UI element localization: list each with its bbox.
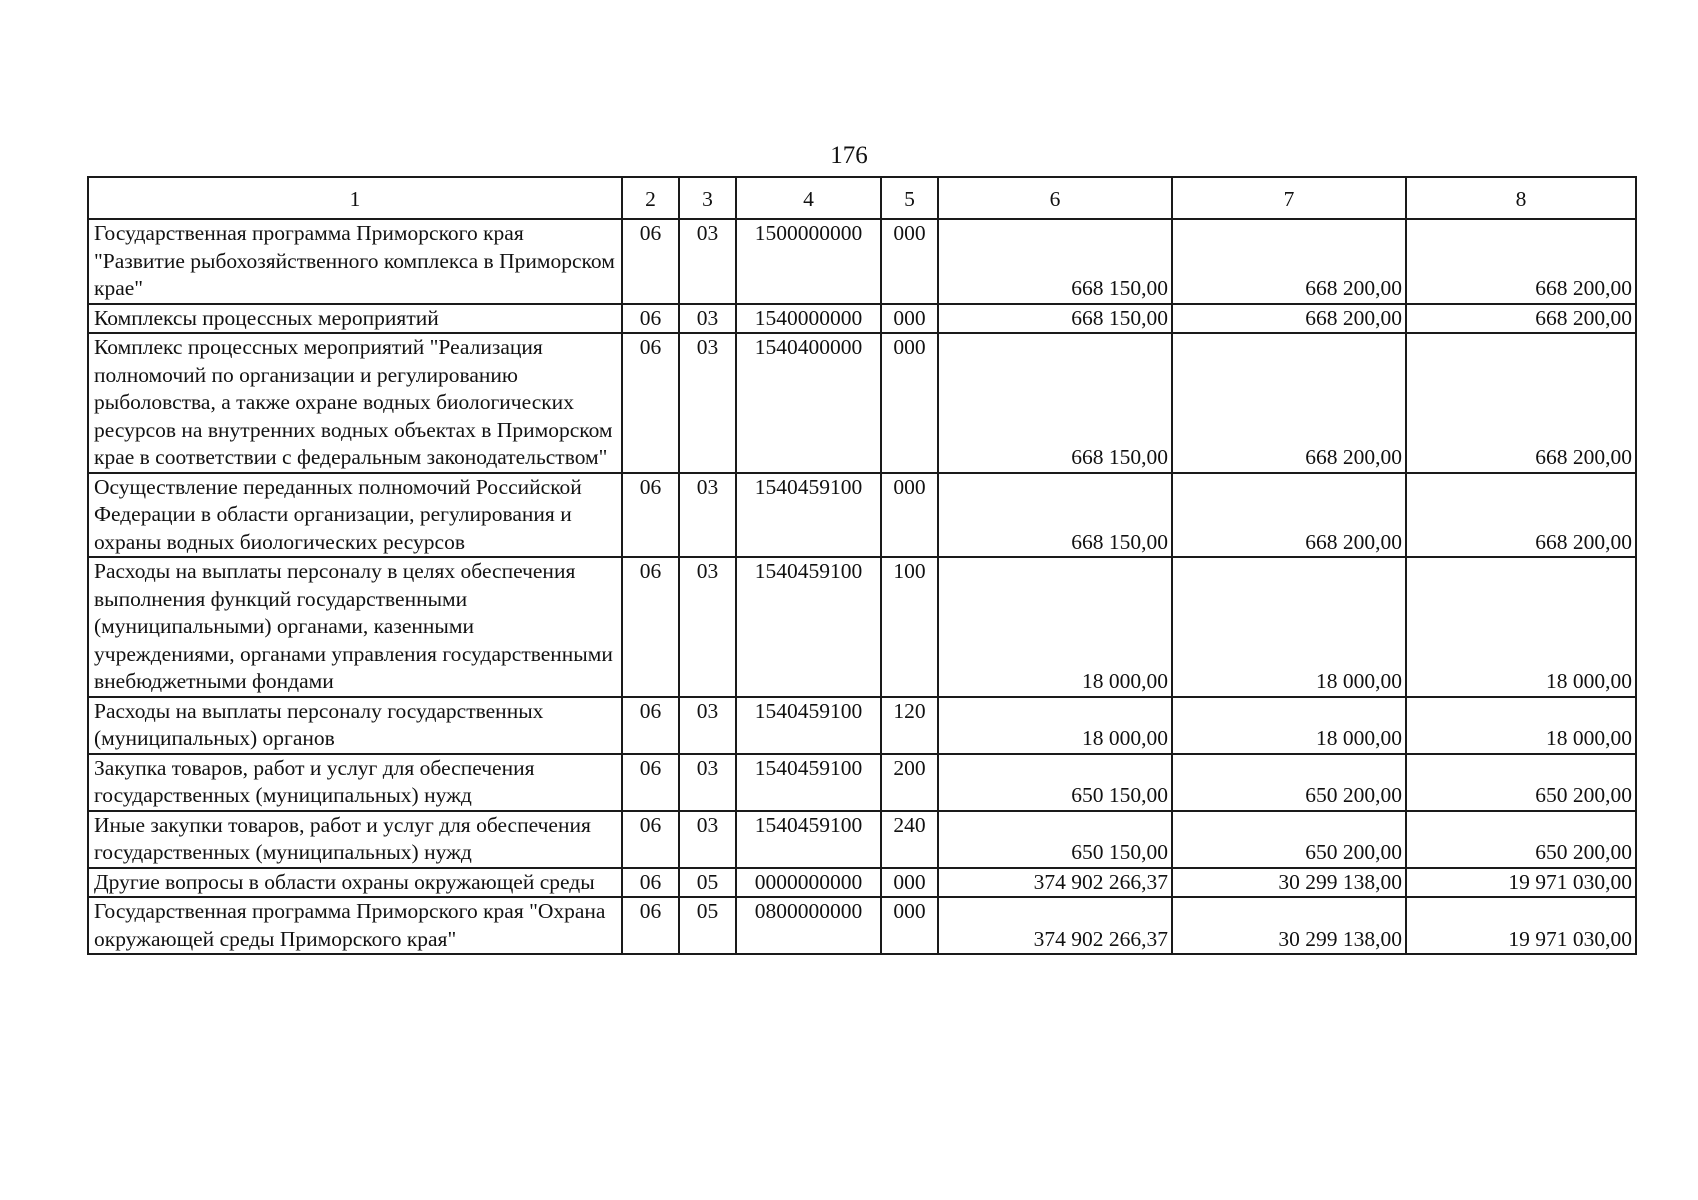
target-code-cell: 1540459100 — [736, 754, 881, 811]
column-header: 7 — [1172, 177, 1406, 219]
section-code-cell: 06 — [622, 811, 679, 868]
section-code-cell: 06 — [622, 473, 679, 558]
target-code-cell: 0800000000 — [736, 897, 881, 954]
target-code-cell: 0000000000 — [736, 868, 881, 898]
amount-col6-cell: 668 150,00 — [938, 473, 1172, 558]
subsection-code-cell: 03 — [679, 754, 736, 811]
budget-table — [87, 176, 1637, 955]
row-name-cell: Другие вопросы в области охраны окружающей среды — [88, 868, 622, 898]
expense-type-cell: 000 — [881, 219, 938, 304]
expense-type-cell: 000 — [881, 868, 938, 898]
subsection-code-cell: 03 — [679, 557, 736, 697]
section-code-cell: 06 — [622, 897, 679, 954]
section-code-cell: 06 — [622, 868, 679, 898]
column-header: 8 — [1406, 177, 1636, 219]
amount-col8-cell: 668 200,00 — [1406, 304, 1636, 334]
amount-col6-cell: 650 150,00 — [938, 811, 1172, 868]
amount-col7-cell: 30 299 138,00 — [1172, 868, 1406, 898]
expense-type-cell: 000 — [881, 304, 938, 334]
column-header: 6 — [938, 177, 1172, 219]
amount-col7-cell: 668 200,00 — [1172, 219, 1406, 304]
target-code-cell: 1540400000 — [736, 333, 881, 473]
amount-col6-cell: 18 000,00 — [938, 557, 1172, 697]
page-number: 176 — [830, 142, 868, 169]
section-code-cell: 06 — [622, 754, 679, 811]
amount-col8-cell: 18 000,00 — [1406, 697, 1636, 754]
table-row — [88, 697, 1636, 754]
section-code-cell: 06 — [622, 333, 679, 473]
row-name-cell: Комплекс процессных мероприятий "Реализация полномочий по организации и регулированию рыболовства, а также охране водных биологических ресурсов на внутренних водных объектах в Приморском крае в соответствии с федеральным законодательством" — [88, 333, 622, 473]
subsection-code-cell: 03 — [679, 219, 736, 304]
target-code-cell: 1540459100 — [736, 557, 881, 697]
amount-col6-cell: 650 150,00 — [938, 754, 1172, 811]
expense-type-cell: 100 — [881, 557, 938, 697]
expense-type-cell: 000 — [881, 473, 938, 558]
table-row — [88, 557, 1636, 697]
amount-col8-cell: 650 200,00 — [1406, 811, 1636, 868]
row-name-cell: Осуществление переданных полномочий Российской Федерации в области организации, регулирования и охраны водных биологических ресурсов — [88, 473, 622, 558]
section-code-cell: 06 — [622, 219, 679, 304]
subsection-code-cell: 03 — [679, 811, 736, 868]
table-row — [88, 219, 1636, 304]
row-name-cell: Расходы на выплаты персоналу государственных (муниципальных) органов — [88, 697, 622, 754]
expense-type-cell: 120 — [881, 697, 938, 754]
amount-col8-cell: 18 000,00 — [1406, 557, 1636, 697]
row-name-cell: Комплексы процессных мероприятий — [88, 304, 622, 334]
amount-col6-cell: 668 150,00 — [938, 333, 1172, 473]
subsection-code-cell: 05 — [679, 897, 736, 954]
subsection-code-cell: 03 — [679, 697, 736, 754]
table-row — [88, 473, 1636, 558]
amount-col8-cell: 668 200,00 — [1406, 473, 1636, 558]
column-header: 1 — [88, 177, 622, 219]
column-header: 4 — [736, 177, 881, 219]
table-row — [88, 304, 1636, 334]
target-code-cell: 1540000000 — [736, 304, 881, 334]
target-code-cell: 1500000000 — [736, 219, 881, 304]
table-row — [88, 868, 1636, 898]
expense-type-cell: 240 — [881, 811, 938, 868]
amount-col6-cell: 374 902 266,37 — [938, 897, 1172, 954]
amount-col7-cell: 18 000,00 — [1172, 697, 1406, 754]
section-code-cell: 06 — [622, 697, 679, 754]
target-code-cell: 1540459100 — [736, 697, 881, 754]
row-name-cell: Иные закупки товаров, работ и услуг для обеспечения государственных (муниципальных) нужд — [88, 811, 622, 868]
amount-col7-cell: 30 299 138,00 — [1172, 897, 1406, 954]
subsection-code-cell: 05 — [679, 868, 736, 898]
section-code-cell: 06 — [622, 557, 679, 697]
amount-col8-cell: 19 971 030,00 — [1406, 897, 1636, 954]
amount-col6-cell: 668 150,00 — [938, 304, 1172, 334]
header-row — [88, 177, 1636, 219]
amount-col6-cell: 18 000,00 — [938, 697, 1172, 754]
column-header: 5 — [881, 177, 938, 219]
amount-col8-cell: 19 971 030,00 — [1406, 868, 1636, 898]
amount-col7-cell: 668 200,00 — [1172, 333, 1406, 473]
target-code-cell: 1540459100 — [736, 811, 881, 868]
target-code-cell: 1540459100 — [736, 473, 881, 558]
amount-col7-cell: 18 000,00 — [1172, 557, 1406, 697]
table-row — [88, 897, 1636, 954]
table-row — [88, 333, 1636, 473]
amount-col6-cell: 668 150,00 — [938, 219, 1172, 304]
amount-col8-cell: 650 200,00 — [1406, 754, 1636, 811]
row-name-cell: Закупка товаров, работ и услуг для обеспечения государственных (муниципальных) нужд — [88, 754, 622, 811]
expense-type-cell: 000 — [881, 333, 938, 473]
row-name-cell: Расходы на выплаты персоналу в целях обеспечения выполнения функций государственными (муниципальными) органами, казенными учреждениями, органами управления государственными внебюджетными фондами — [88, 557, 622, 697]
table-row — [88, 811, 1636, 868]
amount-col8-cell: 668 200,00 — [1406, 219, 1636, 304]
amount-col7-cell: 668 200,00 — [1172, 473, 1406, 558]
table-row — [88, 754, 1636, 811]
amount-col7-cell: 650 200,00 — [1172, 754, 1406, 811]
column-header: 2 — [622, 177, 679, 219]
expense-type-cell: 200 — [881, 754, 938, 811]
subsection-code-cell: 03 — [679, 473, 736, 558]
amount-col6-cell: 374 902 266,37 — [938, 868, 1172, 898]
row-name-cell: Государственная программа Приморского края "Развитие рыбохозяйственного комплекса в Приморском крае" — [88, 219, 622, 304]
expense-type-cell: 000 — [881, 897, 938, 954]
amount-col7-cell: 650 200,00 — [1172, 811, 1406, 868]
amount-col7-cell: 668 200,00 — [1172, 304, 1406, 334]
subsection-code-cell: 03 — [679, 304, 736, 334]
amount-col8-cell: 668 200,00 — [1406, 333, 1636, 473]
row-name-cell: Государственная программа Приморского края "Охрана окружающей среды Приморского края" — [88, 897, 622, 954]
subsection-code-cell: 03 — [679, 333, 736, 473]
section-code-cell: 06 — [622, 304, 679, 334]
column-header: 3 — [679, 177, 736, 219]
